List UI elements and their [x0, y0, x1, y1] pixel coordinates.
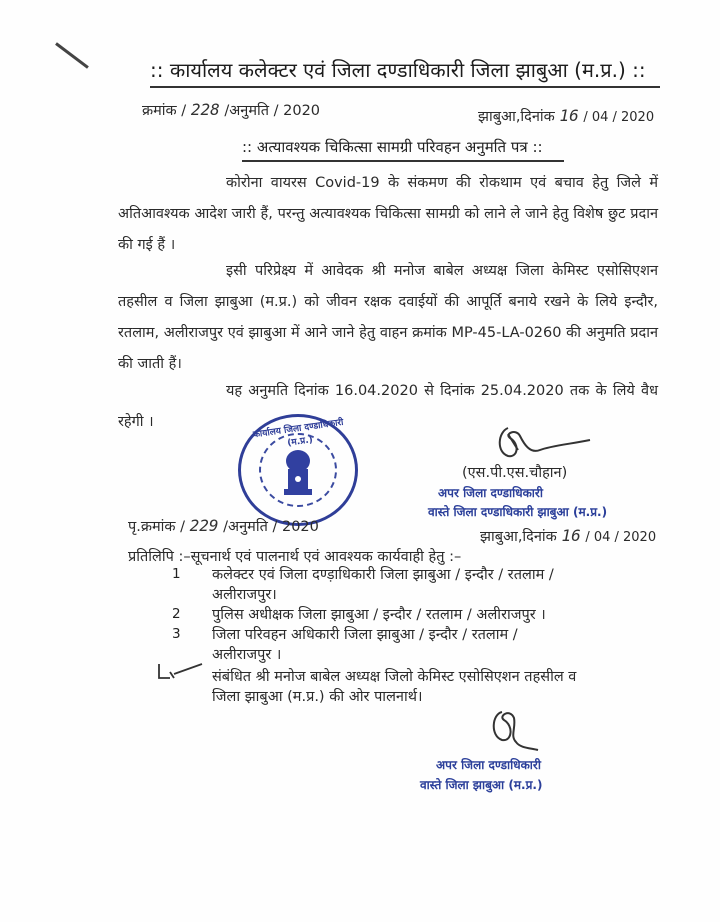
place-date	[478, 106, 654, 126]
signatory-name: (एस.पी.एस.चौहान)	[462, 465, 568, 481]
official-seal-stamp	[238, 414, 358, 526]
signatory-2-designation: अपर जिला दण्डाधिकारी	[436, 758, 541, 772]
copy-place-date	[480, 526, 656, 546]
corner-pen-mark	[55, 42, 89, 68]
copy-reference-number	[128, 516, 319, 536]
list-item-3-line-2: अलीराजपुर ।	[212, 647, 282, 663]
office-heading: :: कार्यालय कलेक्टर एवं जिला दण्डाधिकारी जिला झाबुआ (म.प्र.) ::	[150, 58, 646, 82]
list-item-4-line-1: संबंधित श्री मनोज बाबेल अध्यक्ष जिलो केमिस्ट एसोसिएशन तहसील व	[212, 669, 577, 685]
signatory-2-on-behalf: वास्ते जिला झाबुआ (म.प्र.)	[420, 778, 543, 792]
copy-reference-suffix: /अनुमति / 2020	[223, 519, 319, 535]
copy-handwritten-day: 16	[561, 526, 581, 545]
national-emblem-icon	[274, 447, 322, 499]
copy-month-year: / 04 / 2020	[585, 530, 657, 545]
list-item-4-line-2: जिला झाबुआ (म.प्र.) की ओर पालनार्थ।	[212, 689, 423, 705]
subject-underline	[242, 160, 564, 162]
subject-heading: :: अत्यावश्यक चिकित्सा सामग्री परिवहन अनुमति पत्र ::	[242, 138, 543, 156]
signatory-designation: अपर जिला दण्डाधिकारी	[438, 486, 543, 500]
copy-reference-prefix: पृ.क्रमांक /	[128, 519, 186, 535]
heading-underline	[150, 86, 660, 88]
signature-2	[480, 706, 540, 754]
paragraph-1: कोरोना वायरस Covid-19 के संकमण की रोकथाम एवं बचाव हेतु जिले में अतिआवश्यक आदेश जारी हैं, परन्तु अत्यावश्यक चिकित्सा सामग्री को लाने ले जाने हेतु विशेष छुट प्रदान की गई हैं ।	[118, 175, 658, 253]
list-item-number: 1	[172, 566, 181, 582]
signatory-on-behalf: वास्ते जिला दण्डाधिकारी झाबुआ (म.प्र.)	[428, 505, 608, 519]
list-item-1-line-2: अलीराजपुर।	[212, 587, 277, 603]
month-year: / 04 / 2020	[583, 110, 655, 125]
reference-prefix: क्रमांक /	[142, 103, 187, 119]
list-item-number: 3	[172, 626, 181, 642]
copy-reference-handwritten-number: 229	[189, 516, 219, 535]
list-item-3-line-1: जिला परिवहन अधिकारी जिला झाबुआ / इन्दौर / रतलाम /	[212, 627, 518, 643]
copy-distribution-intro: प्रतिलिपि :–सूचनार्थ एवं पालनार्थ एवं आवश्यक कार्यवाही हेतु :–	[128, 549, 462, 565]
signature-1	[490, 424, 600, 464]
handwritten-day: 16	[559, 106, 579, 125]
list-item-2-line-1: पुलिस अधीक्षक जिला झाबुआ / इन्दौर / रतलाम / अलीराजपुर ।	[212, 607, 546, 623]
reference-number	[142, 100, 320, 120]
place-date-label: झाबुआ,दिनांक	[478, 109, 555, 125]
copy-place-date-label: झाबुआ,दिनांक	[480, 529, 557, 545]
list-item-number: 2	[172, 606, 181, 622]
handwritten-item-4-marker	[156, 660, 206, 682]
stamp-text: कार्यालय जिला दण्डाधिकारी (म.प्र.)	[252, 417, 345, 449]
reference-suffix: /अनुमति / 2020	[224, 103, 321, 119]
paragraph-2: इसी परिप्रेक्ष्य में आवेदक श्री मनोज बाबेल अध्यक्ष जिला केमिस्ट एसोसिएशन तहसील व जिला झाबुआ (म.प्र.) को जीवन रक्षक दवाईयों की आपूर्ति बनाये रखने के लिये इन्दौर, रतलाम, अलीराजपुर एवं झाबुआ में आने जाने हेतु वाहन क्रमांक MP-45-LA-0260 की अनुमति प्रदान की जाती हैं।	[118, 263, 658, 372]
list-item-1-line-1: कलेक्टर एवं जिला दण्ड़ाधिकारी जिला झाबुआ / इन्दौर / रतलाम /	[212, 567, 554, 583]
reference-handwritten-number: 228	[190, 100, 220, 119]
paragraph-3: यह अनुमति दिनांक 16.04.2020 से दिनांक 25.04.2020 तक के लिये वैध रहेगी ।	[118, 383, 658, 430]
